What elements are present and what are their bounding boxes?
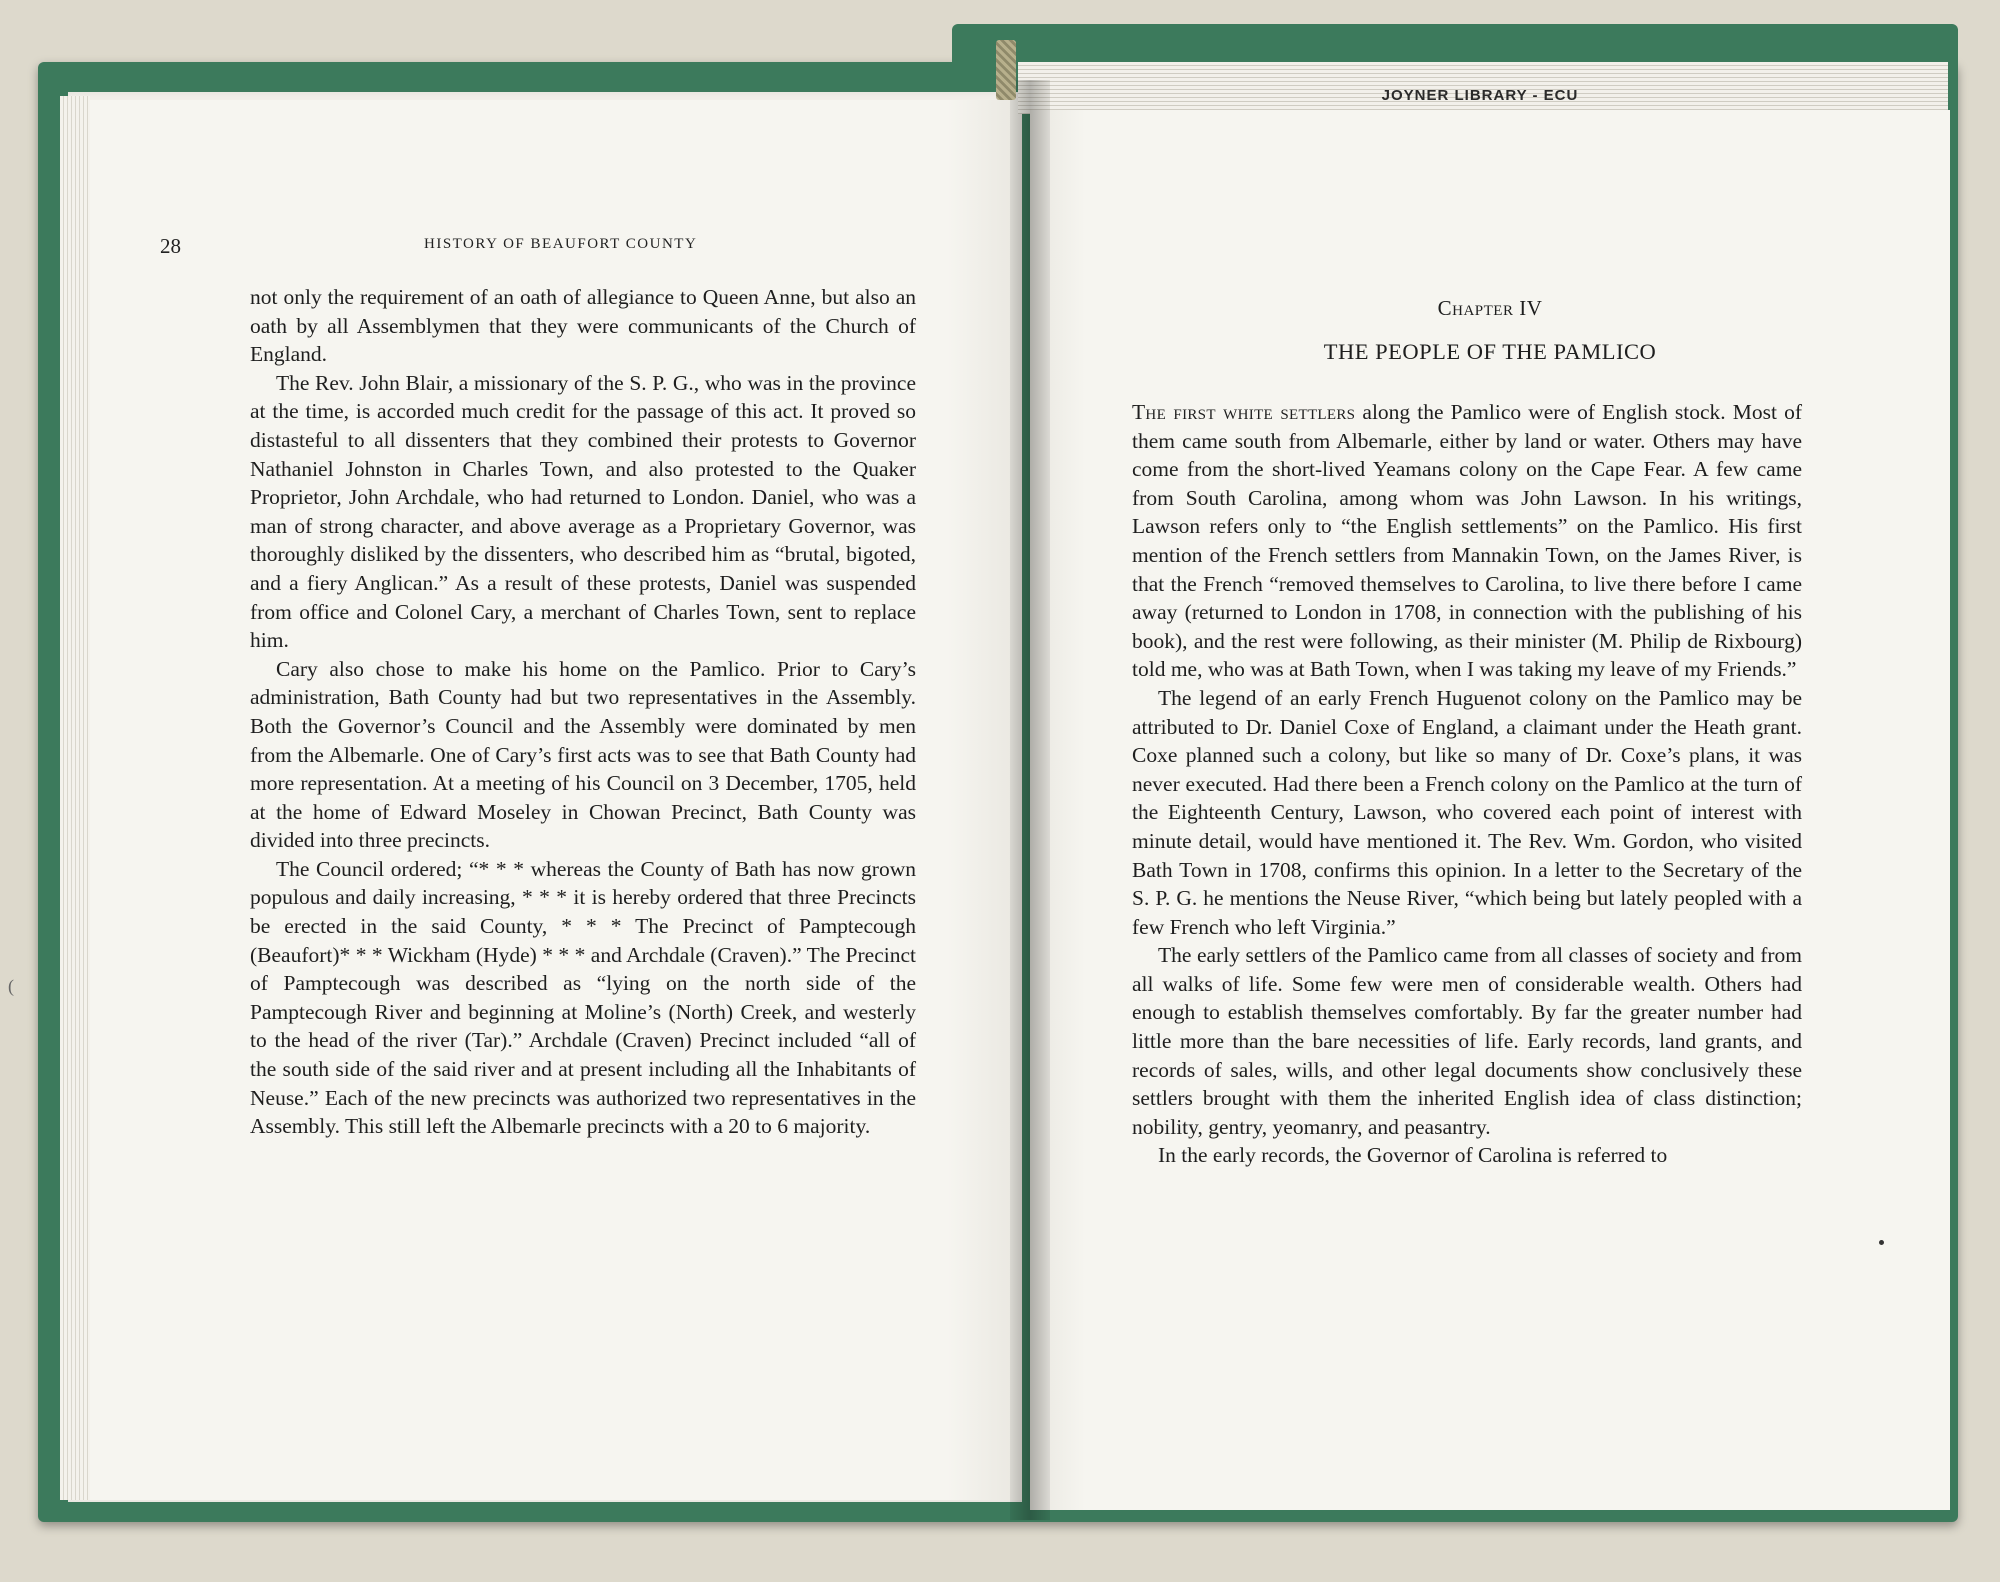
chapter-title: THE PEOPLE OF THE PAMLICO (1323, 339, 1657, 364)
paragraph: not only the requirement of an oath of allegiance to Queen Anne, but also an oath by all Assemblymen that they were communicants of the Church of England. (250, 285, 916, 367)
left-page-header (160, 234, 920, 264)
paragraph: Cary also chose to make his home on the Pamlico. Prior to Cary’s administration, Bath County had but two representatives in the Assembly. Both the Governor’s Council and the Assembly were dominated by men from the Albemarle. One of Cary’s first acts was to see that Bath County had more representation. At a meeting of his Council on 3 December, 1705, held at the home of Edward Moseley in Chowan Precinct, Bath County was divided into three precincts. (250, 656, 916, 853)
paragraph: In the early records, the Governor of Carolina is referred to (1158, 1143, 1668, 1168)
right-page-body (1132, 398, 1802, 1170)
bookmark-ribbon (996, 40, 1016, 100)
book-gutter (1010, 80, 1050, 1520)
paragraph-text: along the Pamlico were of English stock. Most of them came south from Albemarle, either by land or water. Others may have come from the short-lived Yeamans colony on the Cape Fear. A few came from South Carolina, among whom was John Lawson. In his writings, Lawson refers only to “the English settlements” on the Pamlico. His first mention of the French settlers from Mannakin Town, on the James River, is that the French “removed themselves to Carolina, to live there before I came away (returned to London in 1708, in connection with the publishing of his book), and the rest were following, as their minister (M. Philip de Rixbourg) told me, who was at Bath Town, when I was taking my leave of my Friends.” (1132, 400, 1802, 682)
chapter-label-initial: C (1437, 296, 1453, 320)
page-number: 28 (160, 234, 181, 258)
paragraph: The Rev. John Blair, a missionary of the S. P. G., who was in the province at the time, is accorded much credit for the passage of this act. It proved so distasteful to all dissenters that they combined their protests to Governor Nathaniel Johnston in Charles Town, and also protested to the Quaker Proprietor, John Archdale, who had returned to London. Daniel, who was a man of strong character, and above average as a Proprietary Governor, was thoroughly disliked by the dissenters, who described him as “brutal, bigoted, and a fiery Anglican.” As a result of these protests, Daniel was suspended from office and Colonel Cary, a merchant of Charles Town, sent to replace him. (250, 370, 916, 653)
left-page-body (250, 283, 916, 1141)
chapter-label-word: hapter (1452, 296, 1514, 320)
show-through (1300, 236, 1820, 266)
paragraph: The early settlers of the Pamlico came from all classes of society and from all walks of life. Some few were men of considerable wealth. Others had enough to establish themselves comfortably. By far the greater number had little more than the bare necessities of life. Early records, land grants, and records of sales, wills, and other legal documents show conclusively these settlers brought with them the inherited English idea of class distinction; nobility, gentry, yeomanry, and peasantry. (1132, 943, 1802, 1139)
ink-dot (1879, 1240, 1884, 1245)
chapter-label (1130, 296, 1850, 321)
paragraph (1132, 398, 1802, 684)
paragraph: The Council ordered; “* * * whereas the County of Bath has now grown populous and daily increasing, * * * it is hereby ordered that three Precincts be erected in the said County, * * * The Precinct of Pamptecough (Beaufort)* * * Wickham (Hyde) * * * and Archdale (Craven).” The Precinct of Pamptecough was described as “lying on the north side of the Pamptecough River and beginning at Moline’s (North) Creek, and westerly to the head of the river (Tar).” Archdale (Craven) Precinct included “all of the south side of the said river and at present including all the Inhabitants of Neuse.” Each of the new precincts was authorized two representatives in the Assembly. This still left the Albemarle precincts with a 20 to 6 majority. (250, 856, 916, 1139)
page-edges (60, 96, 90, 1500)
library-stamp: JOYNER LIBRARY - ECU (1381, 87, 1579, 104)
paragraph-lead-in: The first white settlers (1132, 400, 1356, 424)
chapter-number: IV (1519, 296, 1543, 320)
paragraph: The legend of an early French Huguenot colony on the Pamlico may be attributed to Dr. Daniel Coxe of England, a claimant under the Heath grant. Coxe planned such a colony, but like so many of Dr. Coxe’s plans, it was never executed. Had there been a French colony on the Pamlico at the turn of the Eighteenth Century, Lawson, who covered each point of interest with minute detail, would have mentioned it. The Rev. Wm. Gordon, who visited Bath Town in 1708, confirms this opinion. In a letter to the Secretary of the S. P. G. he mentions the Neuse River, “which being but lately peopled with a few French who left Virginia.” (1132, 685, 1802, 939)
running-head: HISTORY OF BEAUFORT COUNTY (424, 236, 698, 252)
margin-mark: ( (8, 976, 14, 996)
